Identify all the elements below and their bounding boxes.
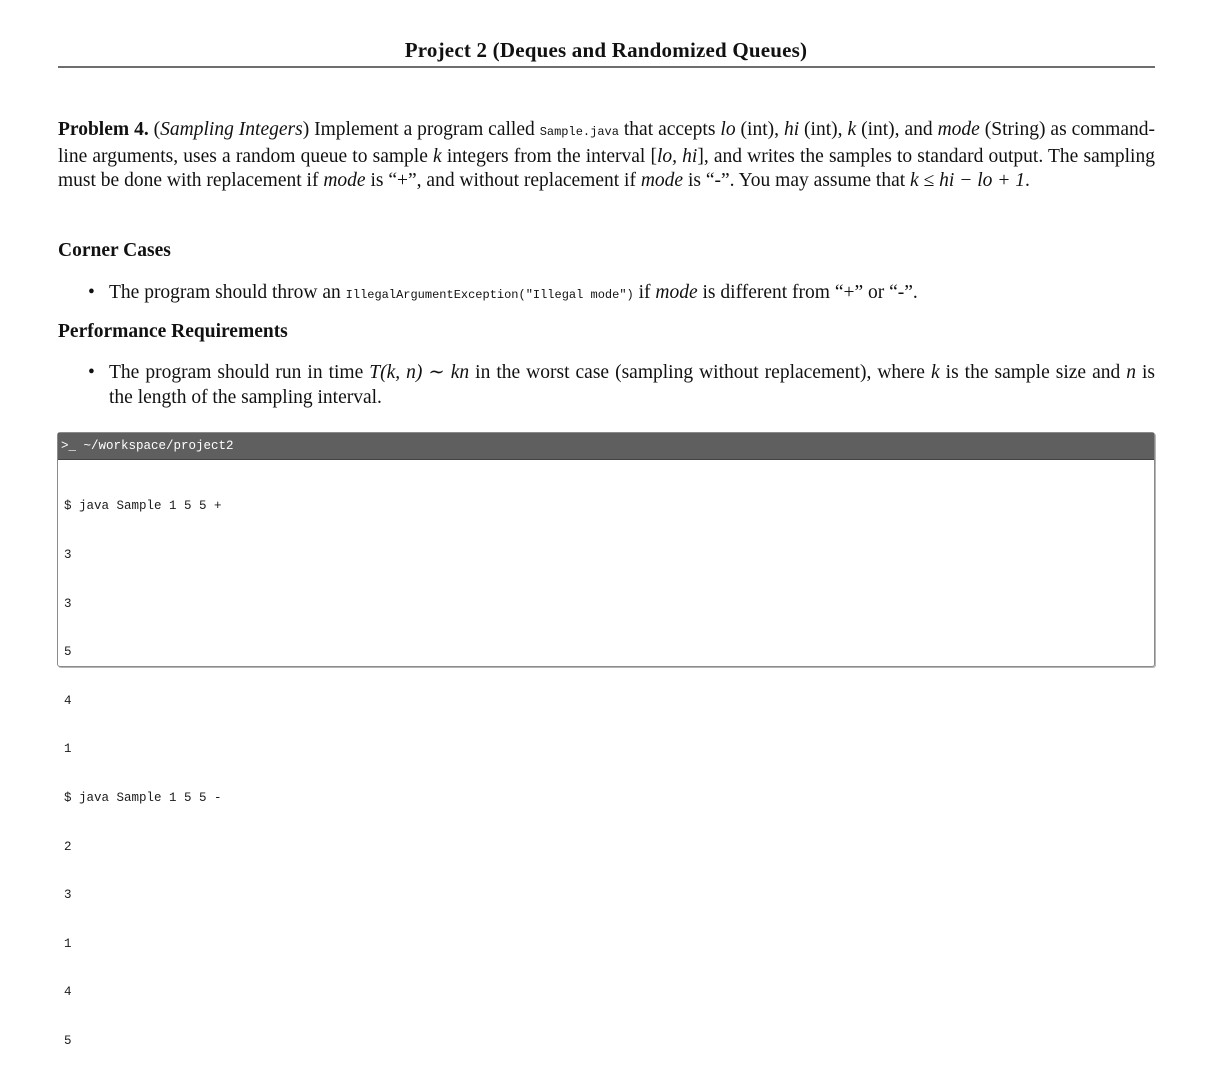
terminal-window — [57, 432, 1155, 1048]
text: The program should throw an — [109, 282, 346, 303]
text: is the sample size and — [939, 362, 1127, 383]
header-rule — [58, 66, 1155, 68]
terminal-output: 1 — [64, 936, 72, 951]
terminal-title-bar — [58, 433, 1154, 460]
text: in the worst case (sampling without replacement), where — [469, 362, 931, 383]
text: ], and writes the samples to standard output. The sampling must be done with replacement if — [58, 145, 1155, 191]
problem-statement: Problem 4. (Sampling Integers) Implement a program called Sample.java that accepts lo (int), hi (int), k (int), and mode (String) as command-line arguments, uses a random queue to sample k integers from the interval [lo, hi], and writes the samples to standard output. The sampling must be done with replacement if mode is “+”, and without replacement if mode is “-”. You may assume that k ≤ hi − lo + 1. — [58, 119, 1155, 191]
terminal-prompt-icon: >_ — [61, 439, 77, 453]
terminal-output: 4 — [64, 985, 72, 1000]
text: is the length of the sampling interval. — [109, 362, 1156, 408]
formula: T(k, n) ∼ kn — [369, 362, 470, 383]
bullet-text — [109, 281, 1155, 308]
text: (int), and — [856, 119, 938, 140]
terminal-output: 1 — [64, 742, 72, 757]
text: (int), — [799, 119, 848, 140]
terminal-command: $ java Sample 1 5 5 + — [64, 499, 222, 514]
terminal-output: 3 — [64, 548, 72, 562]
var-mode: mode — [655, 282, 698, 303]
var-k: k — [847, 119, 857, 140]
var-mode: mode — [323, 170, 366, 191]
page-header-title: Project 2 (Deques and Randomized Queues) — [404, 38, 808, 62]
var-mode: mode — [937, 119, 980, 140]
performance-title: Performance Requirements — [58, 321, 288, 342]
text: The program should run in time — [109, 362, 370, 383]
terminal-output: 4 — [64, 693, 72, 708]
performance-bullet — [88, 361, 1155, 410]
formula: k ≤ hi − lo + 1 — [910, 170, 1026, 191]
var-hi: hi — [783, 119, 800, 140]
text: (int), — [735, 119, 784, 140]
text: that accepts — [618, 119, 721, 140]
filename: Sample.java — [539, 125, 619, 139]
exception-code: IllegalArgumentException("Illegal mode") — [345, 288, 634, 302]
terminal-output: 3 — [64, 596, 72, 611]
bullet-text — [109, 361, 1155, 410]
terminal-body — [58, 460, 1154, 1082]
text: is “-”. You may assume that — [683, 170, 911, 191]
bullet-icon: • — [88, 282, 95, 303]
problem-label: Problem 4. — [58, 119, 149, 140]
text: . — [1025, 170, 1030, 191]
var-k: k — [930, 362, 940, 383]
text: if — [633, 282, 656, 303]
terminal-path: ~/workspace/project2 — [83, 439, 234, 453]
interval: lo, hi — [656, 145, 698, 167]
terminal-output: 5 — [64, 645, 72, 660]
text: is different from “+” or “-”. — [697, 282, 918, 303]
text: Implement a program called — [309, 119, 540, 140]
text: is “+”, and without replacement if — [365, 170, 641, 191]
var-lo: lo — [720, 119, 736, 140]
corner-cases-title: Corner Cases — [58, 240, 171, 261]
var-mode: mode — [640, 170, 684, 191]
bullet-icon: • — [88, 362, 95, 383]
terminal-command: $ java Sample 1 5 5 - — [64, 790, 222, 805]
terminal-output: 5 — [64, 1033, 72, 1048]
terminal-output: 2 — [64, 839, 72, 854]
text: (String) as command-line arguments, uses a random queue to sample — [58, 119, 1155, 167]
corner-cases-bullet — [88, 281, 1155, 308]
var-n: n — [1126, 362, 1136, 383]
var-k: k — [433, 145, 442, 167]
terminal-output: 3 — [64, 888, 72, 903]
problem-subtitle: Sampling Integers — [160, 119, 303, 140]
text: integers from the interval [ — [441, 145, 657, 167]
